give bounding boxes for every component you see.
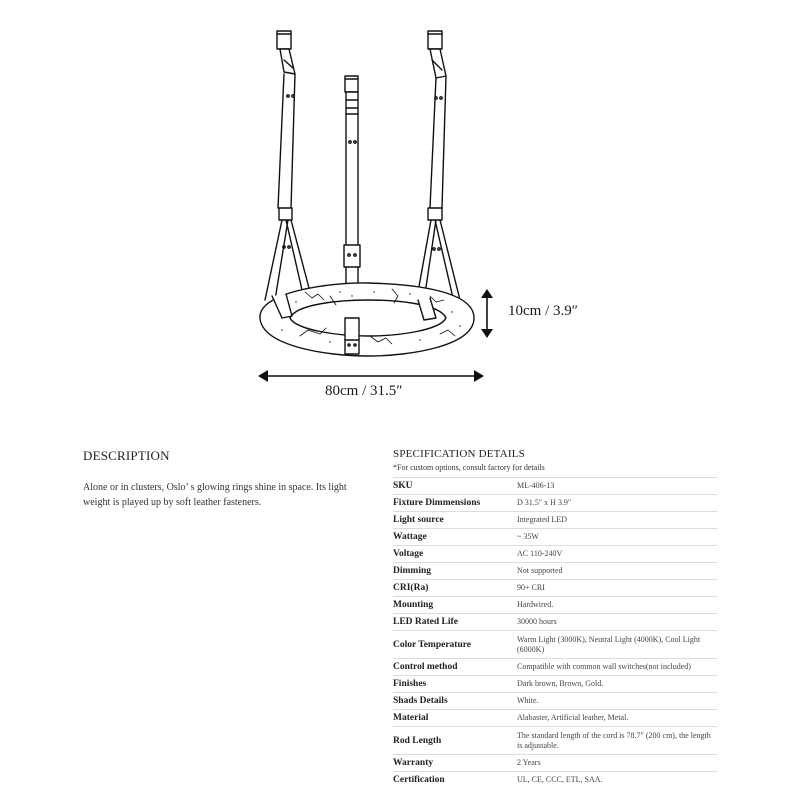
spec-label: Dimming [393, 566, 431, 576]
canopy-left [277, 31, 291, 49]
spec-label: Voltage [393, 549, 424, 559]
description-text: Alone or in clusters, Oslo’ s glowing rings shine in space. Its light weight is played up by soft leather fasteners. [83, 482, 347, 508]
spec-value: AC 110-240V [517, 549, 563, 558]
specification-section [393, 448, 717, 789]
spec-label: Certification [393, 775, 445, 786]
spec-label: Color Temperature [393, 639, 472, 650]
spec-value: UL, CE, CCC, ETL, SAA. [517, 775, 603, 785]
spec-label: SKU [393, 481, 413, 491]
spec-row-material [393, 710, 717, 727]
spec-value: Dark brown, Brown, Gold. [517, 679, 604, 688]
spec-value: Not supported [517, 566, 563, 575]
width-dimension-arrow [258, 370, 484, 382]
spec-row-light-source [393, 512, 717, 529]
description-title: DESCRIPTION [83, 448, 170, 463]
spec-value: D 31.5″ x H 3.9″ [517, 498, 572, 507]
spec-row-dimming [393, 563, 717, 580]
specification-table [393, 477, 717, 789]
alabaster-ring [260, 283, 474, 356]
spec-row-fixture-dimensions [393, 495, 717, 512]
height-dimension-label: 10cm / 3.9″ [508, 303, 578, 319]
spec-value: White. [517, 696, 539, 705]
canopy-center [345, 76, 358, 92]
spec-label: Wattage [393, 532, 427, 542]
strap-left [265, 49, 309, 300]
spec-value: Compatible with common wall switches(not included) [517, 662, 691, 671]
spec-value: 2 Years [517, 758, 541, 767]
spec-value: ML-406-13 [517, 481, 555, 490]
spec-value: ~ 35W [517, 532, 539, 541]
spec-label: Mounting [393, 600, 434, 610]
spec-value: Hardwired. [517, 600, 554, 609]
spec-row-rod-length [393, 727, 717, 755]
spec-row-cri [393, 580, 717, 597]
spec-row-led-rated-life [393, 614, 717, 631]
spec-value: Integrated LED [517, 515, 567, 524]
specification-title: SPECIFICATION DETAILS [393, 448, 525, 460]
spec-label: Rod Length [393, 735, 442, 746]
spec-row-control-method [393, 659, 717, 676]
spec-value: 90+ CRI [517, 583, 545, 592]
spec-label: Material [393, 713, 429, 723]
spec-value: Alabaster, Artificial leather, Metal. [517, 713, 629, 722]
strap-right [418, 49, 460, 300]
specification-note: *For custom options, consult factory for details [393, 463, 545, 472]
canopy-right [428, 31, 442, 49]
spec-row-sku [393, 478, 717, 495]
spec-label: Light source [393, 515, 444, 525]
spec-row-voltage [393, 546, 717, 563]
spec-value: The standard length of the cord is 78.7″ (200 cm), the length is adjustable. [517, 730, 711, 750]
spec-row-wattage [393, 529, 717, 546]
spec-label: Warranty [393, 758, 434, 768]
spec-label: Fixture Dimmensions [393, 498, 481, 508]
spec-label: Control method [393, 662, 458, 672]
spec-value: Warm Light (3000K), Neutral Light (4000K), Cool Light (6000K) [517, 634, 701, 654]
spec-row-mounting [393, 597, 717, 614]
spec-row-warranty [393, 755, 717, 772]
height-dimension-arrow [481, 289, 493, 338]
strap-center [344, 92, 360, 290]
spec-row-color-temperature [393, 631, 717, 659]
spec-label: CRI(Ra) [393, 583, 429, 593]
spec-row-finishes [393, 676, 717, 693]
spec-row-certification [393, 772, 717, 789]
spec-label: Shads Details [393, 696, 448, 706]
spec-value: 30000 hours [517, 617, 557, 626]
width-dimension-label: 80cm / 31.5″ [325, 383, 403, 399]
spec-label: Finishes [393, 679, 427, 689]
description-section [83, 448, 373, 510]
spec-row-shade-details [393, 693, 717, 710]
spec-label: LED Rated Life [393, 617, 458, 627]
